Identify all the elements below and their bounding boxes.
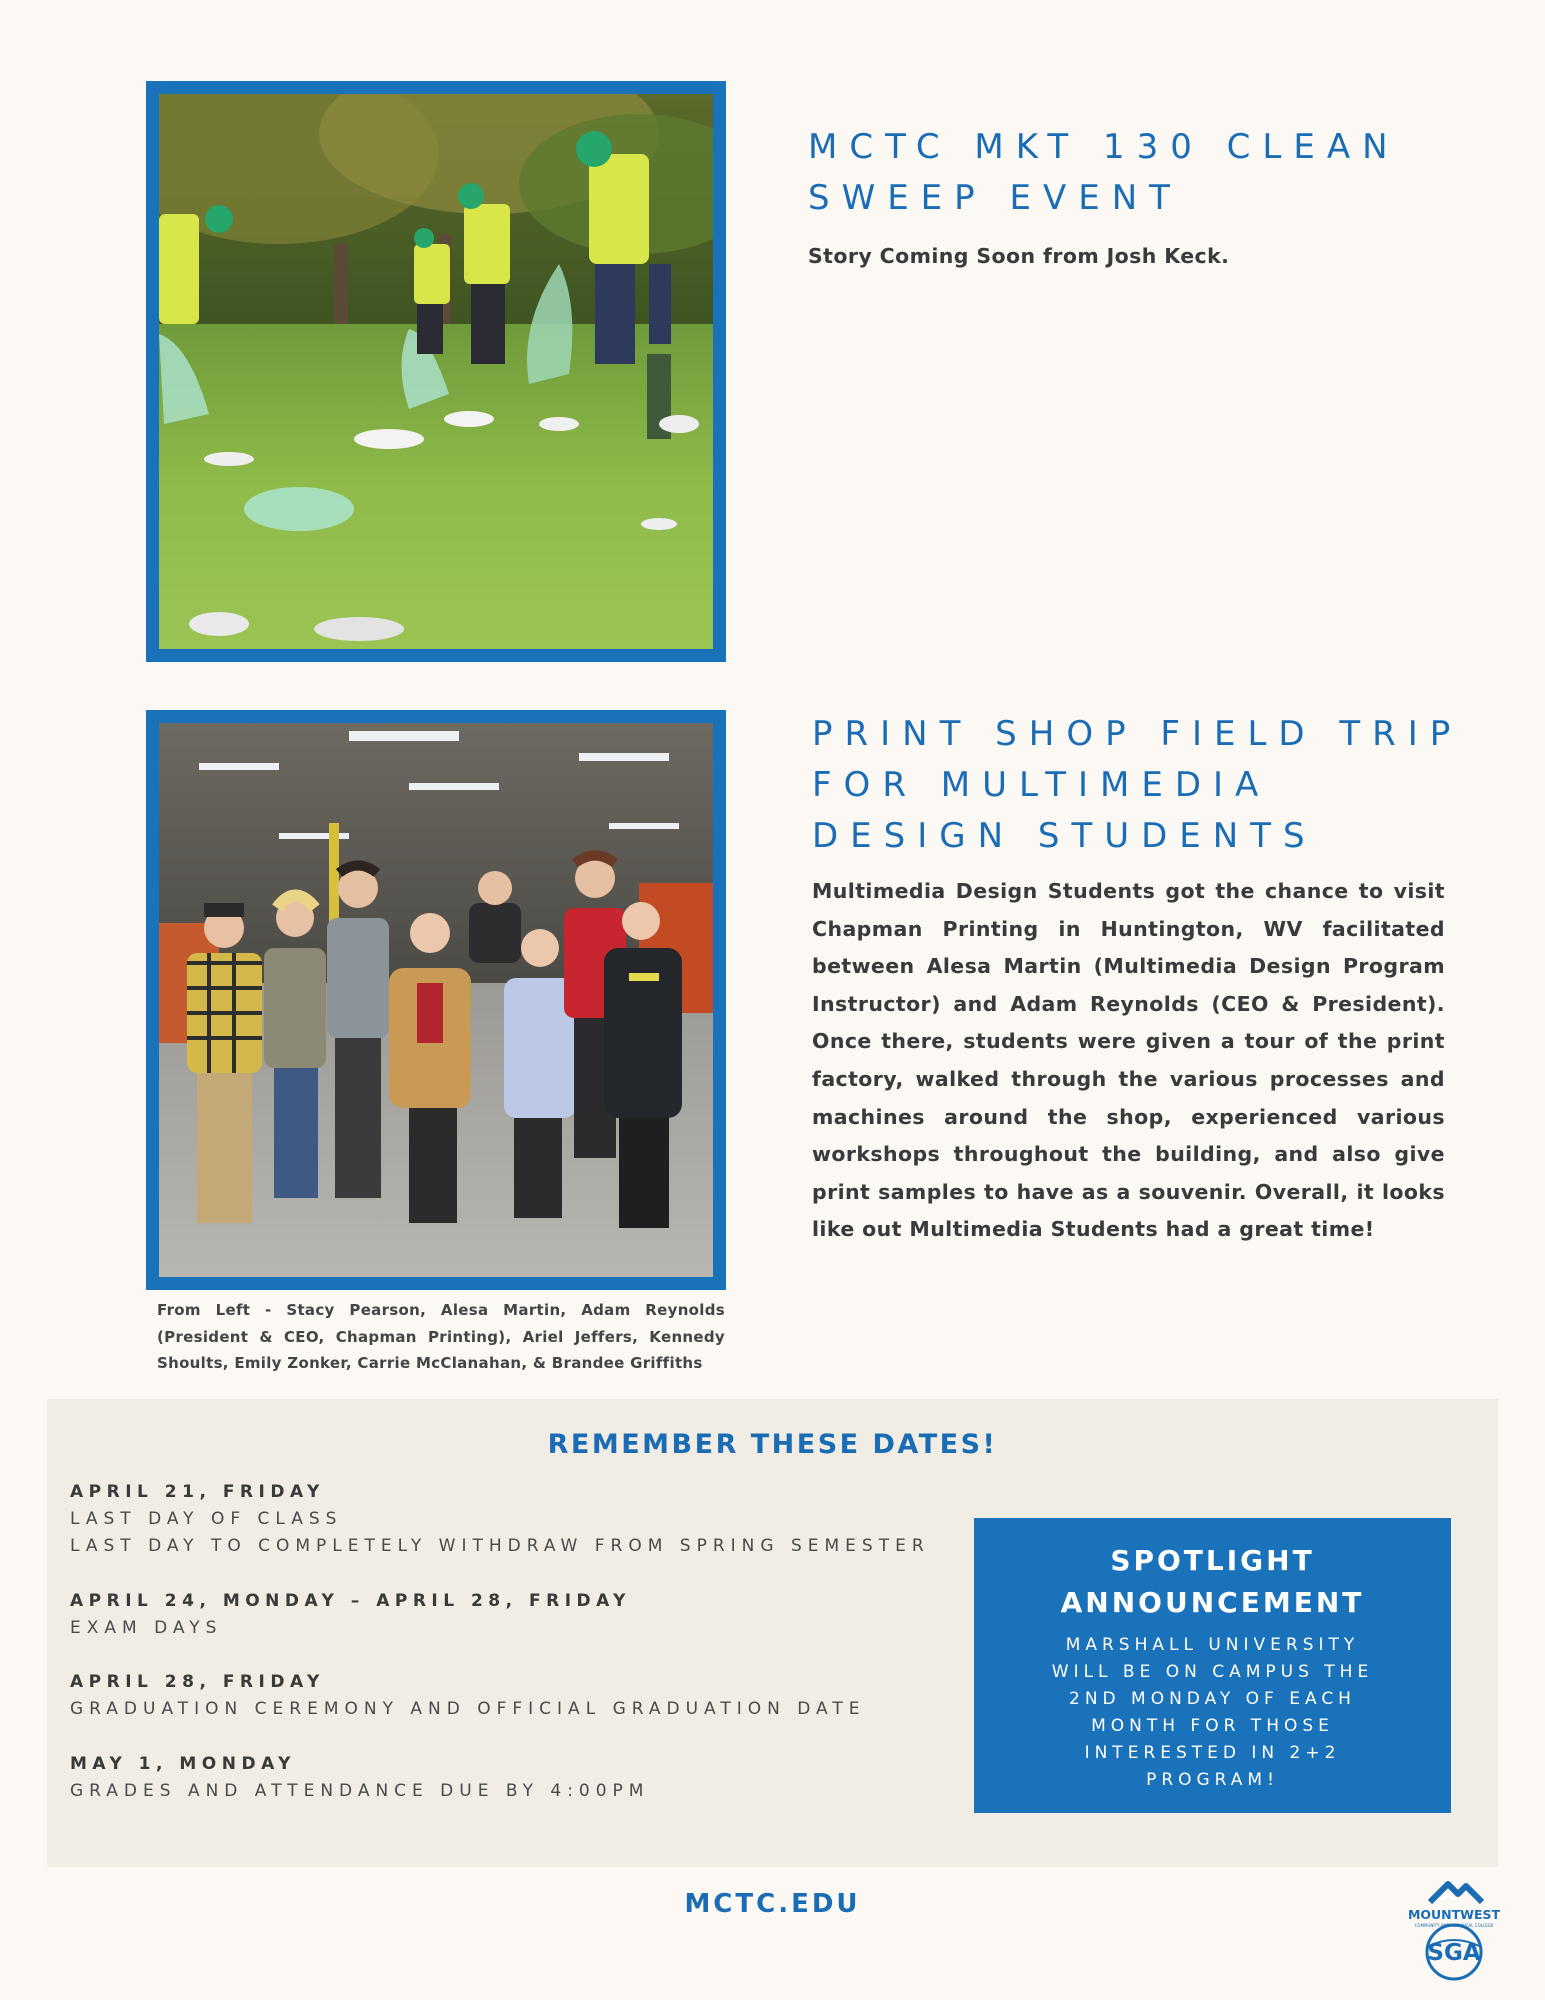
field-trip-body: Multimedia Design Students got the chance to visit Chapman Printing in Huntington, WV facilitated between Alesa Martin (Multimedia Design Program Instructor) and Adam Reynolds (CEO & President). Once there, students were given a tour of the print factory, walked through the various processes and machines around the shop, experienced various workshops throughout the building, and also give print samples to have as a souvenir. Overall, it looks like out Multimedia Students had a great time!	[812, 879, 1445, 1242]
field-trip-photo-frame	[146, 710, 726, 1290]
date-label: MAY 1, MONDAY	[70, 1754, 296, 1774]
clean-sweep-photo	[159, 94, 713, 649]
date-description: GRADUATION CEREMONY AND OFFICIAL GRADUATION DATE	[70, 1699, 866, 1719]
mountwest-sga-logo	[1396, 1878, 1512, 1982]
clean-sweep-title: MCTC MKT 130 CLEAN SWEEP EVENT	[808, 127, 1400, 218]
date-description: LAST DAY OF CLASS	[70, 1509, 343, 1529]
field-trip-photo-caption: From Left - Stacy Pearson, Alesa Martin, Adam Reynolds (President & CEO, Chapman Printing), Ariel Jeffers, Kennedy Shoults, Emily Zonker, Carrie McClanahan, & Brandee Griffiths	[157, 1301, 725, 1372]
field-trip-photo	[159, 723, 713, 1277]
spotlight-title: SPOTLIGHT ANNOUNCEMENT	[1060, 1544, 1365, 1619]
date-item	[70, 1751, 649, 1805]
spotlight-announcement	[974, 1518, 1451, 1813]
clean-sweep-photo-frame	[146, 81, 726, 662]
date-description: EXAM DAYS	[70, 1618, 223, 1638]
footer	[0, 1889, 1545, 1919]
logo-sga-text: SGA	[1427, 1940, 1481, 1966]
date-item	[70, 1479, 930, 1560]
field-trip-title: PRINT SHOP FIELD TRIP FOR MULTIMEDIA DESIGN STUDENTS	[812, 714, 1463, 856]
date-label: APRIL 21, FRIDAY	[70, 1482, 325, 1502]
spotlight-text: MARSHALL UNIVERSITY WILL BE ON CAMPUS THE 2ND MONDAY OF EACH MONTH FOR THOSE INTERESTED IN 2+2 PROGRAM!	[1051, 1635, 1374, 1790]
dates-heading: REMEMBER THESE DATES!	[547, 1429, 998, 1460]
clean-sweep-body: Story Coming Soon from Josh Keck.	[808, 244, 1230, 268]
date-item	[70, 1588, 631, 1642]
date-item	[70, 1669, 865, 1723]
logo-wordmark: MOUNTWEST	[1407, 1907, 1501, 1922]
date-description: GRADES AND ATTENDANCE DUE BY 4:00PM	[70, 1781, 650, 1801]
date-description: LAST DAY TO COMPLETELY WITHDRAW FROM SPRING SEMESTER	[70, 1536, 930, 1556]
date-label: APRIL 28, FRIDAY	[70, 1672, 325, 1692]
date-label: APRIL 24, MONDAY – APRIL 28, FRIDAY	[70, 1591, 631, 1611]
website-link[interactable]: MCTC.EDU	[684, 1889, 861, 1919]
logo-subtitle: COMMUNITY AND TECHNICAL COLLEGE	[1414, 1923, 1494, 1928]
